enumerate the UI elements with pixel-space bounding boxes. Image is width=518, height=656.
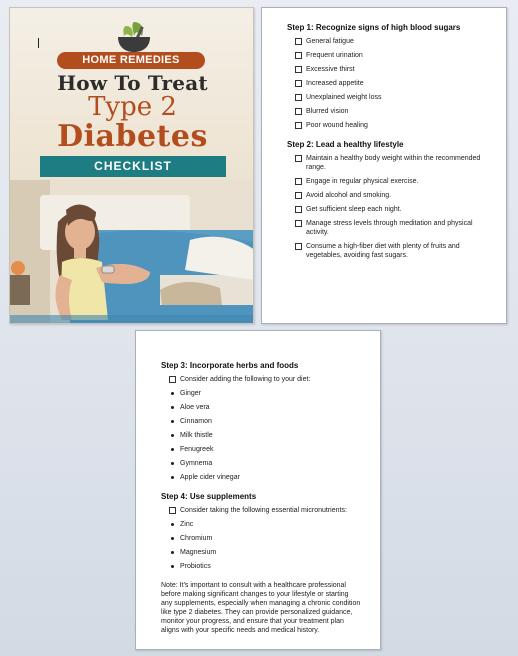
list-item <box>169 548 361 557</box>
checklist-item <box>295 177 487 186</box>
checklist-item <box>295 79 487 88</box>
list-item <box>169 534 361 543</box>
mortar-pestle-icon <box>114 20 154 56</box>
checklist-item <box>295 154 487 172</box>
checklist-page-3 <box>135 330 381 650</box>
checkbox[interactable] <box>295 122 302 129</box>
list-item <box>169 473 361 482</box>
page-2-content <box>287 23 487 270</box>
checklist-item <box>169 375 361 384</box>
step-3-section <box>161 361 361 482</box>
checklist-item-text: General fatigue <box>306 38 354 45</box>
bullet-icon <box>171 537 174 540</box>
list-item <box>169 389 361 398</box>
step-3-heading: Step 3: Incorporate herbs and foods <box>161 361 299 370</box>
checklist-banner: CHECKLIST <box>40 156 226 177</box>
checkbox[interactable] <box>295 220 302 227</box>
bullet-icon <box>171 551 174 554</box>
list-item <box>169 459 361 468</box>
checklist-item <box>295 205 487 214</box>
checkbox[interactable] <box>295 206 302 213</box>
step-1-heading: Step 1: Recognize signs of high blood sugars <box>287 23 461 32</box>
checklist-item-text: Excessive thirst <box>306 66 355 73</box>
checklist-item-text: Increased appetite <box>306 80 364 87</box>
bullet-icon <box>171 462 174 465</box>
checklist-item <box>295 93 487 102</box>
checkbox[interactable] <box>169 507 176 514</box>
checklist-page-2 <box>261 7 507 324</box>
list-item-text: Cinnamon <box>180 418 212 425</box>
step-4-section <box>161 492 361 571</box>
bullet-icon <box>171 434 174 437</box>
checklist-item-text: Unexplained weight loss <box>306 94 382 101</box>
checklist-item <box>295 65 487 74</box>
list-item-text: Ginger <box>180 390 202 397</box>
bullet-icon <box>171 476 174 479</box>
cover-photo-woman-checking-blood-sugar <box>10 180 254 324</box>
checklist-item-text: Engage in regular physical exercise. <box>306 178 419 185</box>
kicker-badge: HOME REMEDIES <box>57 52 205 69</box>
checklist-item-text: Manage stress levels through meditation and physical activity. <box>306 220 473 236</box>
checklist-item-text: Maintain a healthy body weight within the recommended range. <box>306 155 481 171</box>
bullet-icon <box>171 420 174 423</box>
bullet-icon <box>171 392 174 395</box>
checklist-item <box>295 191 487 200</box>
bullet-icon <box>171 448 174 451</box>
bullet-icon <box>171 565 174 568</box>
text-cursor <box>38 38 39 48</box>
checklist-item-text: Poor wound healing <box>306 122 368 129</box>
checklist-item-text: Get sufficient sleep each night. <box>306 206 402 213</box>
list-item-text: Aloe vera <box>180 404 210 411</box>
bullet-icon <box>171 406 174 409</box>
cover-page <box>9 7 254 324</box>
page-3-content <box>161 361 361 635</box>
list-item-text: Fenugreek <box>180 446 214 453</box>
step-1-section <box>287 23 487 130</box>
cover-title-line-3: Diabetes <box>57 119 208 154</box>
checklist-item <box>169 506 361 515</box>
list-item <box>169 403 361 412</box>
list-item-text: Magnesium <box>180 549 217 556</box>
checklist-item-text: Consume a high-fiber diet with plenty of fruits and vegetables, avoiding fast sugars. <box>306 243 460 259</box>
checklist-item <box>295 37 487 46</box>
step-4-heading: Step 4: Use supplements <box>161 492 257 501</box>
checklist-item <box>295 51 487 60</box>
checkbox[interactable] <box>295 243 302 250</box>
list-item <box>169 562 361 571</box>
checkbox[interactable] <box>169 376 176 383</box>
list-item <box>169 431 361 440</box>
checkbox[interactable] <box>295 52 302 59</box>
checkbox[interactable] <box>295 108 302 115</box>
checklist-item <box>295 107 487 116</box>
list-item <box>169 417 361 426</box>
list-item <box>169 445 361 454</box>
checkbox[interactable] <box>295 66 302 73</box>
list-item-text: Gymnema <box>180 460 213 467</box>
list-item-text: Chromium <box>180 535 213 542</box>
checkbox[interactable] <box>295 155 302 162</box>
checkbox[interactable] <box>295 38 302 45</box>
list-item-text: Probiotics <box>180 563 211 570</box>
checklist-item-text: Frequent urination <box>306 52 363 59</box>
list-item-text: Milk thistle <box>180 432 213 439</box>
checklist-item-text: Consider taking the following essential micronutrients: <box>180 507 347 514</box>
cover-title-line-2: Type 2 <box>88 92 177 122</box>
step-2-section <box>287 140 487 260</box>
disclaimer-note: Note: It's important to consult with a healthcare professional before making significant changes to your lifestyle or starting any supplements, especially when managing a chronic condition like type 2 diabetes. They can provide personalized guidance, monitor your progress, and ensure that your treatment plan aligns with your specific needs and medical history. <box>161 582 361 634</box>
checklist-item <box>295 242 487 260</box>
list-item-text: Apple cider vinegar <box>180 474 240 481</box>
list-item-text: Zinc <box>180 521 194 528</box>
bullet-icon <box>171 523 174 526</box>
checklist-item-text: Blurred vision <box>306 108 349 115</box>
step-2-heading: Step 2: Lead a healthy lifestyle <box>287 140 404 149</box>
checkbox[interactable] <box>295 192 302 199</box>
checkbox[interactable] <box>295 178 302 185</box>
checkbox[interactable] <box>295 80 302 87</box>
checklist-item <box>295 121 487 130</box>
checklist-item-text: Consider adding the following to your diet: <box>180 376 311 383</box>
checklist-item-text: Avoid alcohol and smoking. <box>306 192 392 199</box>
checklist-item <box>295 219 487 237</box>
cover-title-line-1: How To Treat <box>57 71 208 95</box>
list-item <box>169 520 361 529</box>
checkbox[interactable] <box>295 94 302 101</box>
